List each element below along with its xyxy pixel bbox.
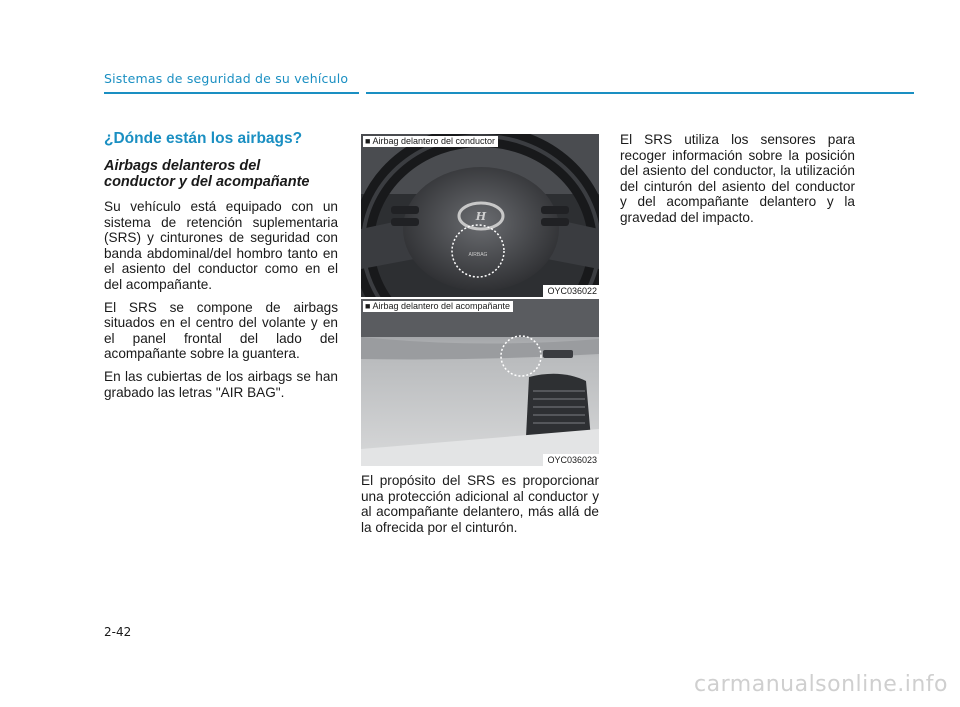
watermark: carmanualsonline.info	[694, 672, 948, 697]
sub-title-line-1: Airbags delanteros del	[104, 158, 261, 174]
paragraph-srs-sensors: El SRS utiliza los sensores para recoger información sobre la posición del asiento del conductor, la utilización del cinturón del asiento del conductor y del acompañante delantero y la gravedad del impacto.	[620, 132, 855, 225]
page-number: 2-42	[104, 625, 132, 639]
figure-driver-label: ■ Airbag delantero del conductor	[363, 136, 498, 147]
figure-passenger-code: OYC036023	[543, 454, 599, 466]
figure-driver-code: OYC036022	[543, 285, 599, 297]
header-rule	[104, 92, 914, 94]
paragraph-airbag-covers: En las cubiertas de los airbags se han grabado las letras "AIR BAG".	[104, 368, 338, 400]
section-title: ¿Dónde están los airbags?	[104, 130, 303, 147]
figure-passenger-label: ■ Airbag delantero del acompañante	[363, 301, 513, 312]
airbag-mark: AIRBAG	[468, 252, 488, 258]
paragraph-srs-components: El SRS se compone de airbags situados en el centro del volante y en el panel frontal del lado del acompañante sobre la guantera.	[104, 299, 338, 362]
column-3	[620, 132, 855, 233]
column-1	[104, 130, 338, 407]
passenger-dashboard-illustration	[361, 299, 599, 466]
paragraph-srs-purpose: El propósito del SRS es proporcionar una protección adicional al conductor y al acompañante delantero, más allá de la ofrecida por el cinturón.	[361, 473, 599, 535]
svg-text:H: H	[475, 210, 487, 223]
figure-passenger-airbag	[361, 299, 599, 466]
paragraph-equipment: Su vehículo está equipado con un sistema de retención suplementaria (SRS) y cinturones de seguridad con banda abdominal/del hombro tanto en el asiento del conductor como en el del acompañante.	[104, 199, 338, 292]
steering-wheel-illustration	[361, 134, 599, 297]
sub-title	[104, 158, 338, 190]
section-header-title: Sistemas de seguridad de su vehículo	[104, 71, 349, 86]
sub-title-line-2: conductor y del acompañante	[104, 174, 310, 190]
figure-driver-airbag	[361, 134, 599, 297]
column-2	[361, 473, 599, 542]
